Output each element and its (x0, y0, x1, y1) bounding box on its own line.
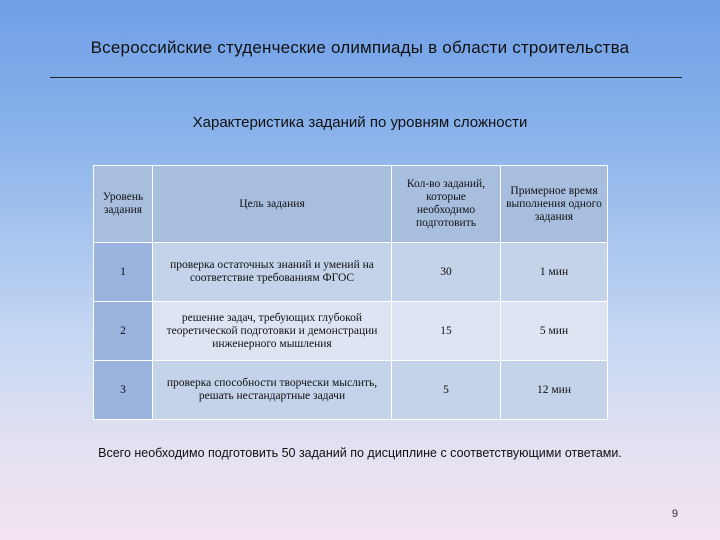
header-time: Примерное время выполнения одного задания (501, 166, 608, 243)
page-number: 9 (671, 508, 678, 520)
cell-count: 15 (392, 302, 501, 361)
cell-goal: проверка способности творчески мыслить, решать нестандартные задачи (153, 361, 392, 420)
cell-goal: решение задач, требующих глубокой теоретической подготовки и демонстрации инженерного мышления (153, 302, 392, 361)
cell-time: 5 мин (501, 302, 608, 361)
title-divider (50, 77, 682, 78)
cell-goal: проверка остаточных знаний и умений на соответствие требованиям ФГОС (153, 243, 392, 302)
table-row (94, 302, 608, 361)
cell-level: 1 (94, 243, 153, 302)
cell-time: 1 мин (501, 243, 608, 302)
cell-level: 3 (94, 361, 153, 420)
slide-subtitle: Характеристика заданий по уровням сложности (192, 114, 528, 131)
total-note: Всего необходимо подготовить 50 заданий по дисциплине с соответствующими ответами. (98, 446, 622, 460)
cell-level: 2 (94, 302, 153, 361)
table-header-row (94, 166, 608, 243)
header-goal: Цель задания (153, 166, 392, 243)
table-row (94, 243, 608, 302)
table-row (94, 361, 608, 420)
cell-count: 5 (392, 361, 501, 420)
header-count: Кол-во заданий, которые необходимо подготовить (392, 166, 501, 243)
header-level: Уровень задания (94, 166, 153, 243)
cell-count: 30 (392, 243, 501, 302)
tasks-table (93, 165, 608, 420)
cell-time: 12 мин (501, 361, 608, 420)
slide-title: Всероссийские студенческие олимпиады в области строительства (90, 38, 630, 57)
